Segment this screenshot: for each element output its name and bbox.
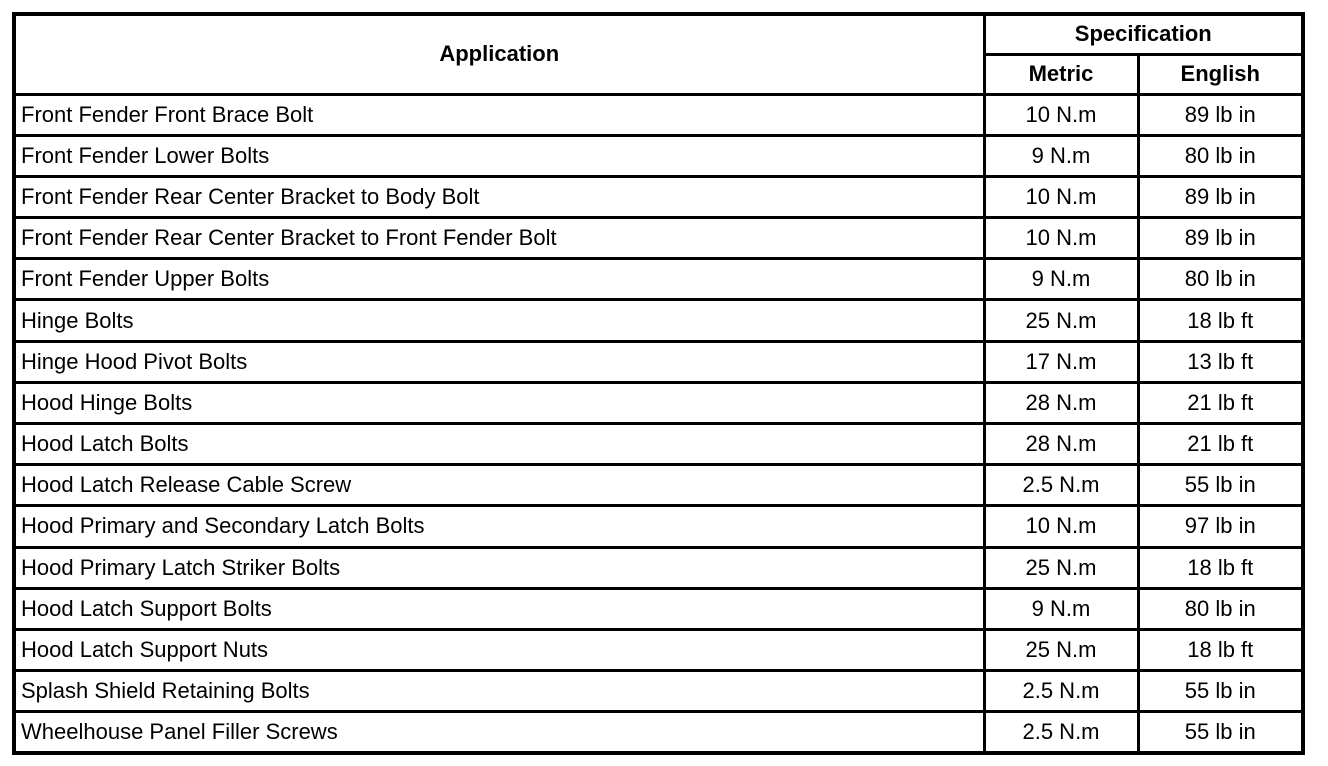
english-header: English: [1138, 54, 1303, 94]
application-cell: Hinge Bolts: [14, 300, 984, 341]
english-cell: 18 lb ft: [1138, 629, 1303, 670]
metric-cell: 9 N.m: [984, 135, 1138, 176]
metric-cell: 10 N.m: [984, 506, 1138, 547]
metric-cell: 10 N.m: [984, 218, 1138, 259]
application-cell: Front Fender Lower Bolts: [14, 135, 984, 176]
table-row: [14, 424, 1303, 465]
application-cell: Hood Primary Latch Striker Bolts: [14, 547, 984, 588]
metric-cell: 28 N.m: [984, 424, 1138, 465]
application-cell: Hood Latch Support Bolts: [14, 588, 984, 629]
table-row: [14, 218, 1303, 259]
english-cell: 13 lb ft: [1138, 341, 1303, 382]
application-cell: Hood Latch Support Nuts: [14, 629, 984, 670]
application-cell: Wheelhouse Panel Filler Screws: [14, 712, 984, 753]
application-cell: Front Fender Rear Center Bracket to Body Bolt: [14, 176, 984, 217]
table-row: [14, 671, 1303, 712]
english-cell: 80 lb in: [1138, 588, 1303, 629]
english-cell: 55 lb in: [1138, 712, 1303, 753]
table-row: [14, 588, 1303, 629]
metric-cell: 2.5 N.m: [984, 712, 1138, 753]
english-cell: 21 lb ft: [1138, 424, 1303, 465]
table-row: [14, 712, 1303, 753]
table-row: [14, 465, 1303, 506]
english-cell: 55 lb in: [1138, 671, 1303, 712]
metric-cell: 25 N.m: [984, 300, 1138, 341]
application-cell: Hood Latch Bolts: [14, 424, 984, 465]
english-cell: 80 lb in: [1138, 259, 1303, 300]
english-cell: 89 lb in: [1138, 94, 1303, 135]
metric-cell: 10 N.m: [984, 94, 1138, 135]
specification-header: Specification: [984, 14, 1303, 54]
table-row: [14, 341, 1303, 382]
english-cell: 89 lb in: [1138, 218, 1303, 259]
metric-cell: 2.5 N.m: [984, 465, 1138, 506]
metric-cell: 10 N.m: [984, 176, 1138, 217]
english-cell: 97 lb in: [1138, 506, 1303, 547]
metric-cell: 28 N.m: [984, 382, 1138, 423]
table-row: [14, 629, 1303, 670]
application-cell: Hood Latch Release Cable Screw: [14, 465, 984, 506]
english-cell: 18 lb ft: [1138, 547, 1303, 588]
table-row: [14, 135, 1303, 176]
table-row: [14, 176, 1303, 217]
torque-spec-table: [12, 12, 1305, 755]
application-header: Application: [14, 14, 984, 94]
metric-cell: 17 N.m: [984, 341, 1138, 382]
english-cell: 18 lb ft: [1138, 300, 1303, 341]
metric-cell: 9 N.m: [984, 259, 1138, 300]
application-cell: Hinge Hood Pivot Bolts: [14, 341, 984, 382]
table-row: [14, 506, 1303, 547]
application-cell: Hood Hinge Bolts: [14, 382, 984, 423]
english-cell: 89 lb in: [1138, 176, 1303, 217]
application-cell: Hood Primary and Secondary Latch Bolts: [14, 506, 984, 547]
english-cell: 80 lb in: [1138, 135, 1303, 176]
table-row: [14, 547, 1303, 588]
metric-header: Metric: [984, 54, 1138, 94]
table-header: [14, 14, 1303, 94]
application-cell: Splash Shield Retaining Bolts: [14, 671, 984, 712]
english-cell: 55 lb in: [1138, 465, 1303, 506]
application-cell: Front Fender Rear Center Bracket to Front Fender Bolt: [14, 218, 984, 259]
application-cell: Front Fender Front Brace Bolt: [14, 94, 984, 135]
header-row-top: [14, 14, 1303, 54]
table-row: [14, 259, 1303, 300]
metric-cell: 9 N.m: [984, 588, 1138, 629]
table-row: [14, 300, 1303, 341]
table-body: [14, 94, 1303, 753]
application-cell: Front Fender Upper Bolts: [14, 259, 984, 300]
table-row: [14, 382, 1303, 423]
metric-cell: 2.5 N.m: [984, 671, 1138, 712]
table-row: [14, 94, 1303, 135]
english-cell: 21 lb ft: [1138, 382, 1303, 423]
metric-cell: 25 N.m: [984, 547, 1138, 588]
metric-cell: 25 N.m: [984, 629, 1138, 670]
